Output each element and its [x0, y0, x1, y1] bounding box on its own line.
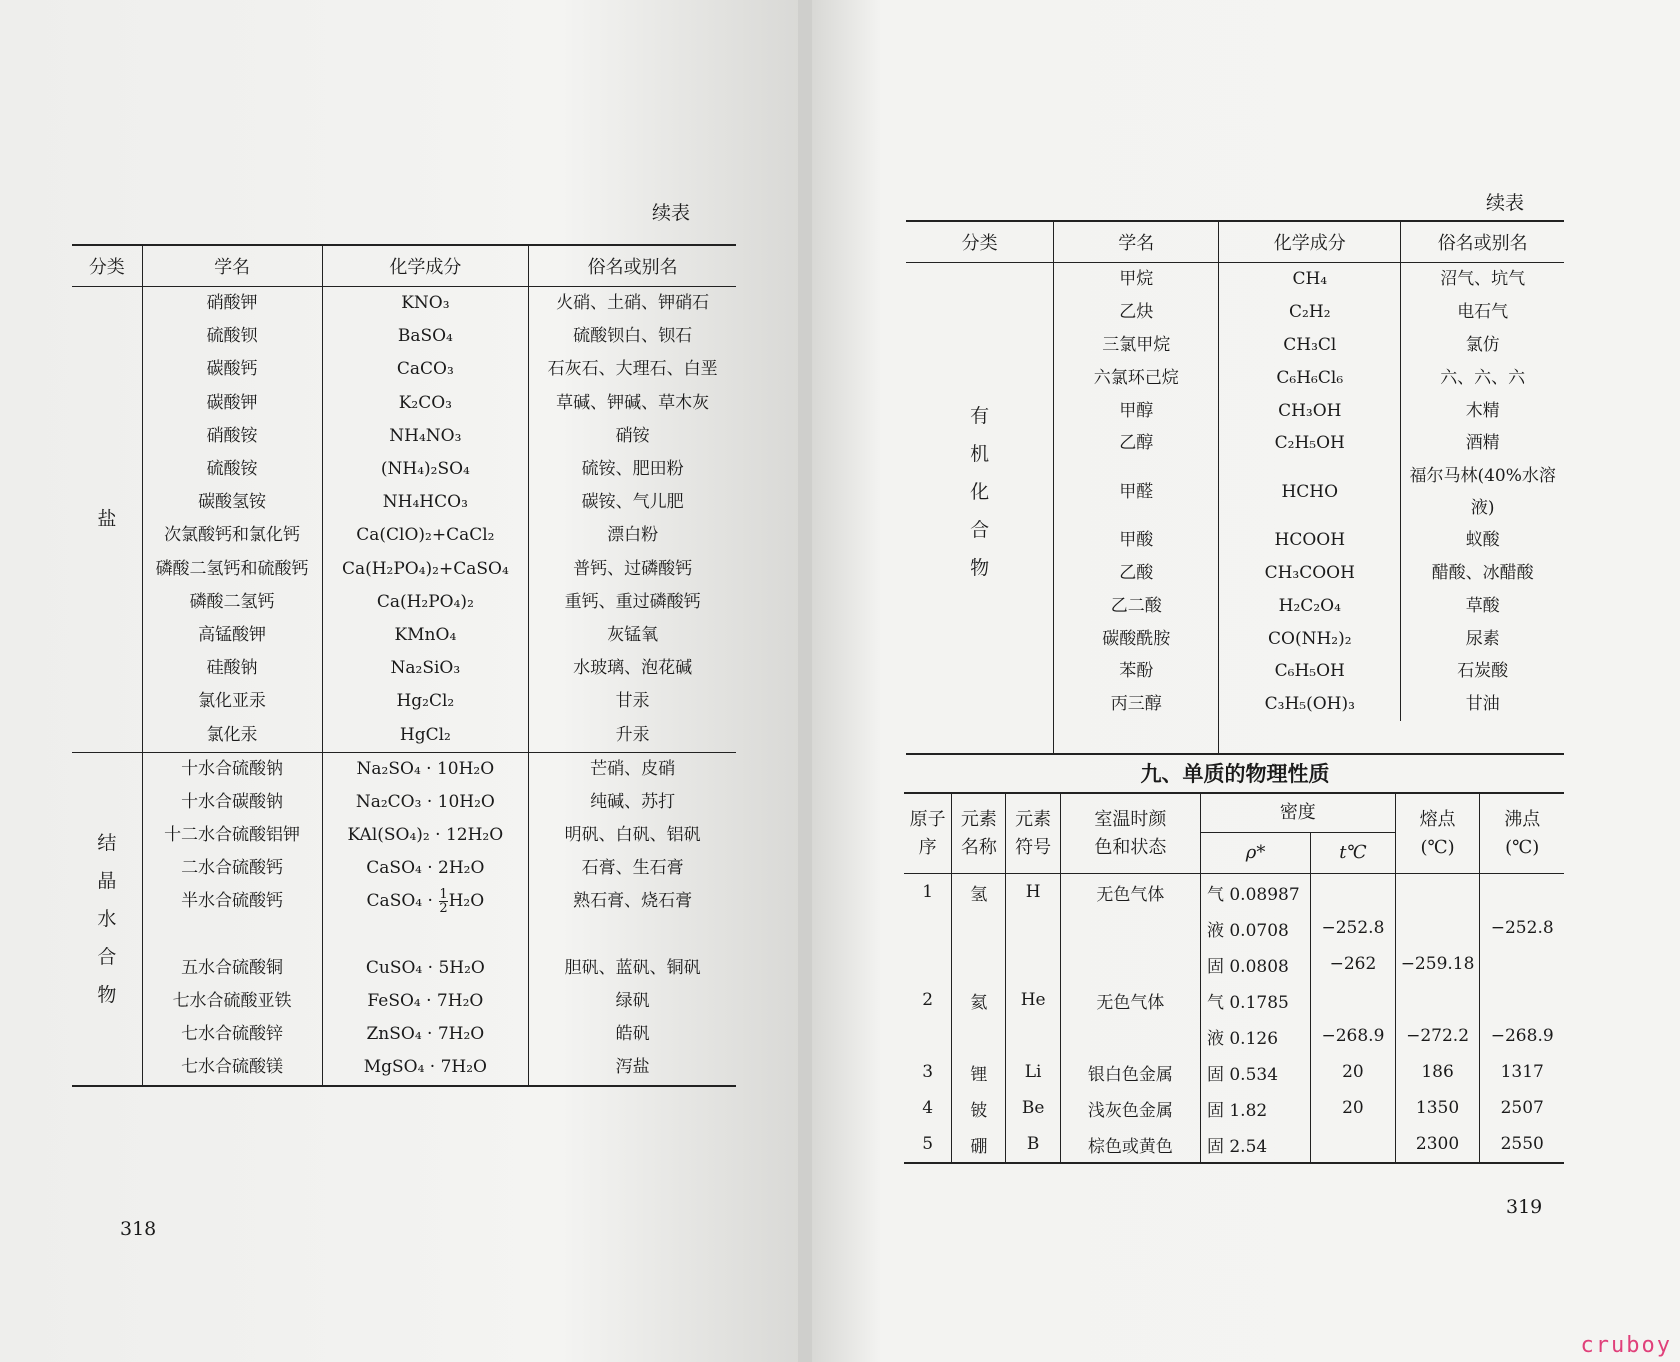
compound-formula: C₃H₅(OH)₃ — [1219, 688, 1401, 721]
element-name: 氦 — [952, 982, 1006, 1018]
compound-alias: 绿矾 — [615, 991, 650, 1012]
compound-name: 二水合硫酸钙 — [142, 852, 322, 885]
salt-rows — [72, 287, 736, 753]
table-row — [72, 718, 736, 752]
compound-alias — [529, 919, 736, 952]
col-formula: 化学成分 — [1219, 221, 1401, 263]
organic-table — [906, 220, 1564, 755]
watermark: cruboy — [1580, 1333, 1672, 1358]
left-page-number: 318 — [120, 1218, 157, 1240]
compound-alias: 纯碱、苏打 — [590, 791, 676, 812]
compound-name: 七水合硫酸锌 — [142, 1018, 322, 1051]
col-formula: 化学成分 — [322, 245, 529, 287]
compound-formula: HCOOH — [1219, 524, 1401, 557]
compound-formula: Ca(H₂PO₄)₂ — [322, 586, 529, 619]
compound-name: 碳酸氢铵 — [142, 486, 322, 519]
atomic-number: 1 — [904, 874, 952, 911]
table-row — [72, 819, 736, 852]
compound-alias: 硝铵 — [615, 425, 650, 446]
atomic-number: 3 — [904, 1054, 952, 1090]
formula-prefix: CaSO₄ · — [366, 891, 439, 912]
table-row — [72, 320, 736, 353]
boiling-point — [1480, 982, 1564, 1018]
compound-alias: 木精 — [1465, 400, 1500, 421]
element-symbol: H — [1006, 874, 1060, 911]
left-continued-label: 续表 — [652, 202, 691, 224]
element-name: 铍 — [952, 1090, 1006, 1126]
compound-formula — [322, 885, 529, 918]
col-category: 分类 — [906, 221, 1054, 263]
compound-name: 磷酸二氢钙 — [142, 586, 322, 619]
compound-name: 硝酸钾 — [142, 287, 322, 321]
density-value: 液 0.126 — [1200, 1018, 1310, 1054]
element-state — [1060, 946, 1200, 982]
compound-name: 七水合硫酸亚铁 — [142, 985, 322, 1018]
boiling-point: 2507 — [1500, 1098, 1544, 1118]
element-rows — [904, 874, 1564, 1164]
compound-formula: CH₄ — [1219, 263, 1401, 296]
table-row — [904, 1054, 1564, 1090]
compound-formula: CaSO₄ · 2H₂O — [322, 852, 529, 885]
compound-formula: FeSO₄ · 7H₂O — [322, 985, 529, 1018]
col-alias: 俗名或别名 — [1401, 221, 1564, 263]
compound-alias: 尿素 — [1465, 628, 1500, 649]
category-organic — [906, 263, 1054, 721]
compound-formula: Hg₂Cl₂ — [322, 685, 529, 718]
compound-name: 硅酸钠 — [142, 652, 322, 685]
compound-formula: BaSO₄ — [322, 320, 529, 353]
element-symbol — [1006, 910, 1060, 946]
density-value: 固 2.54 — [1200, 1126, 1310, 1163]
col-melting: 熔点 (℃) — [1395, 793, 1480, 874]
table-row — [72, 453, 736, 486]
density-temperature — [1311, 1126, 1396, 1163]
compound-formula: KNO₃ — [322, 287, 529, 321]
table-row — [904, 1018, 1564, 1054]
fraction — [439, 888, 447, 915]
compound-alias: 漂白粉 — [607, 525, 659, 546]
compound-name — [142, 919, 322, 952]
category-char: 合 — [97, 945, 117, 968]
col-rho: ρ* — [1200, 833, 1310, 874]
compound-formula: C₆H₆Cl₆ — [1219, 361, 1401, 394]
element-symbol: Li — [1006, 1054, 1060, 1090]
compound-name: 碳酸钙 — [142, 353, 322, 386]
compound-formula: HCHO — [1219, 460, 1401, 524]
compound-alias: 芒硝、皮硝 — [529, 752, 736, 786]
atomic-number — [904, 946, 952, 982]
col-boiling: 沸点 (℃) — [1480, 793, 1564, 874]
melting-point: 2300 — [1395, 1126, 1480, 1163]
compound-name: 乙二酸 — [1054, 589, 1219, 622]
table-header-row — [904, 793, 1564, 833]
compound-formula: CO(NH₂)₂ — [1219, 622, 1401, 655]
category-char: 有 — [970, 404, 990, 427]
compound-name: 硫酸铵 — [142, 453, 322, 486]
melting-point: 1350 — [1395, 1090, 1480, 1126]
compound-formula: CuSO₄ · 5H₂O — [322, 952, 529, 985]
density-temperature: −268.9 — [1311, 1018, 1396, 1054]
table-row — [72, 786, 736, 819]
compound-formula: C₂H₂ — [1219, 296, 1401, 329]
table-row — [904, 874, 1564, 911]
compound-name: 甲酸 — [1054, 524, 1219, 557]
density-value: 固 0.534 — [1200, 1054, 1310, 1090]
compound-alias: 蚁酸 — [1465, 530, 1500, 551]
compound-alias: 石灰石、大理石、白垩 — [547, 359, 718, 380]
element-state: 银白色金属 — [1060, 1054, 1200, 1090]
element-symbol: B — [1006, 1126, 1060, 1163]
density-temperature — [1311, 874, 1396, 911]
category-char: 水 — [97, 907, 117, 930]
element-name: 锂 — [952, 1054, 1006, 1090]
compound-alias: 升汞 — [615, 724, 650, 745]
table-row — [72, 287, 736, 321]
compound-formula: H₂C₂O₄ — [1219, 589, 1401, 622]
compound-formula: Na₂CO₃ · 10H₂O — [322, 786, 529, 819]
table-row — [72, 387, 736, 420]
table-row — [72, 685, 736, 718]
density-value: 液 0.0708 — [1200, 910, 1310, 946]
compound-formula: Na₂SO₄ · 10H₂O — [322, 752, 529, 786]
melting-point: −272.2 — [1395, 1018, 1480, 1054]
physical-properties-table — [904, 792, 1564, 1164]
element-name — [952, 946, 1006, 982]
category-char: 化 — [970, 480, 990, 503]
compound-alias: 石膏、生石膏 — [581, 858, 684, 879]
compound-name: 七水合硫酸镁 — [142, 1051, 322, 1085]
boiling-point: −268.9 — [1490, 1026, 1554, 1046]
melting-point — [1395, 910, 1480, 946]
element-symbol: Be — [1006, 1090, 1060, 1126]
table-row — [904, 1126, 1564, 1163]
spacer — [1054, 721, 1219, 755]
compound-name: 乙酸 — [1054, 557, 1219, 590]
density-temperature — [1311, 982, 1396, 1018]
density-temperature: 20 — [1311, 1054, 1396, 1090]
category-char: 结 — [97, 831, 117, 854]
compound-name: 碳酸钾 — [142, 387, 322, 420]
compound-alias: 草酸 — [1465, 595, 1500, 616]
compound-name: 半水合硫酸钙 — [142, 885, 322, 918]
compound-alias: 甘汞 — [615, 691, 650, 712]
category-char: 合 — [970, 518, 990, 541]
density-temperature: −252.8 — [1311, 910, 1396, 946]
compound-formula: KMnO₄ — [322, 619, 529, 652]
compound-name: 十水合硫酸钠 — [142, 752, 322, 786]
table-row — [72, 553, 736, 586]
compound-formula: NH₄NO₃ — [322, 420, 529, 453]
hydrate-rows — [72, 752, 736, 1085]
compound-alias: 重钙、重过磷酸钙 — [564, 591, 701, 612]
compound-formula: (NH₄)₂SO₄ — [322, 453, 529, 486]
compound-formula: CH₃COOH — [1219, 557, 1401, 590]
table-row — [72, 752, 736, 786]
compound-name: 十水合碳酸钠 — [142, 786, 322, 819]
compound-alias: 甘油 — [1465, 694, 1500, 715]
compound-name: 甲醛 — [1054, 460, 1219, 524]
spacer — [1219, 721, 1401, 755]
atomic-number: 2 — [904, 982, 952, 1018]
table-row — [72, 952, 736, 985]
compound-formula: MgSO₄ · 7H₂O — [322, 1051, 529, 1085]
compound-alias: 火硝、土硝、钾硝石 — [556, 293, 710, 314]
boiling-point — [1480, 874, 1564, 911]
element-symbol — [1006, 1018, 1060, 1054]
table-header-row — [72, 245, 736, 287]
table-row — [72, 885, 736, 918]
compound-alias: 六、六、六 — [1440, 367, 1526, 388]
table-row — [72, 985, 736, 1018]
compound-alias: 灰锰氧 — [607, 624, 659, 645]
compound-alias: 氯仿 — [1465, 334, 1500, 355]
density-value: 固 0.0808 — [1200, 946, 1310, 982]
compound-alias: 熟石膏、烧石膏 — [573, 891, 693, 912]
compound-name: 硫酸钡 — [142, 320, 322, 353]
category-hydrate — [72, 752, 142, 1085]
element-name — [952, 1018, 1006, 1054]
atomic-number — [904, 910, 952, 946]
table-row — [904, 946, 1564, 982]
col-name: 学名 — [142, 245, 322, 287]
table-row — [72, 652, 736, 685]
compound-formula: HgCl₂ — [322, 718, 529, 752]
col-t: t℃ — [1311, 833, 1396, 874]
table-row — [904, 982, 1564, 1018]
compound-formula: K₂CO₃ — [322, 387, 529, 420]
table-row — [904, 1090, 1564, 1126]
compound-name: 三氯甲烷 — [1054, 329, 1219, 362]
melting-point: 186 — [1395, 1054, 1480, 1090]
compound-name: 高锰酸钾 — [142, 619, 322, 652]
compound-name: 乙炔 — [1054, 296, 1219, 329]
compound-alias: 皓矾 — [615, 1024, 650, 1045]
melting-point — [1395, 982, 1480, 1018]
col-alias: 俗名或别名 — [529, 245, 736, 287]
compound-formula: CaCO₃ — [322, 353, 529, 386]
compound-alias: 泻盐 — [615, 1057, 650, 1078]
compound-name: 碳酸酰胺 — [1054, 622, 1219, 655]
category-char: 晶 — [97, 869, 117, 892]
atomic-number: 4 — [904, 1090, 952, 1126]
compound-name: 次氯酸钙和氯化钙 — [142, 519, 322, 552]
compound-name: 十二水合硫酸铝钾 — [142, 819, 322, 852]
compound-name: 五水合硫酸铜 — [142, 952, 322, 985]
compound-alias: 石炭酸 — [1457, 661, 1509, 682]
table-row — [72, 519, 736, 552]
col-state: 室温时颜 色和状态 — [1060, 793, 1200, 874]
element-state: 无色气体 — [1060, 874, 1200, 911]
col-symbol: 元素 符号 — [1006, 793, 1060, 874]
element-symbol — [1006, 946, 1060, 982]
compound-alias: 水玻璃、泡花碱 — [573, 658, 693, 679]
category-salt: 盐 — [72, 287, 142, 753]
density-value: 气 0.08987 — [1200, 874, 1310, 911]
formula-suffix: H₂O — [448, 891, 485, 912]
compound-alias: 醋酸、冰醋酸 — [1431, 562, 1534, 583]
element-state — [1060, 1018, 1200, 1054]
compound-formula: Ca(ClO)₂+CaCl₂ — [322, 519, 529, 552]
col-name: 学名 — [1054, 221, 1219, 263]
table-row — [72, 619, 736, 652]
table-header-row — [906, 221, 1564, 263]
boiling-point: 1317 — [1500, 1062, 1544, 1082]
table-spacer-row — [906, 721, 1564, 755]
compound-formula: NH₄HCO₃ — [322, 486, 529, 519]
table-row — [904, 910, 1564, 946]
boiling-point: 2550 — [1500, 1134, 1544, 1154]
compound-formula: C₆H₅OH — [1219, 655, 1401, 688]
compound-name: 甲烷 — [1054, 263, 1219, 296]
table-row — [72, 420, 736, 453]
compound-alias: 沼气、坑气 — [1440, 269, 1526, 290]
compound-name: 磷酸二氢钙和硫酸钙 — [142, 553, 322, 586]
category-char: 机 — [970, 442, 990, 465]
compound-alias: 明矾、白矾、铝矾 — [564, 825, 701, 846]
compound-name: 乙醇 — [1054, 427, 1219, 460]
col-density: 密度 — [1200, 793, 1395, 833]
compound-formula: Ca(H₂PO₄)₂+CaSO₄ — [322, 553, 529, 586]
col-element-name: 元素 名称 — [952, 793, 1006, 874]
compound-alias: 硫酸钡白、钡石 — [573, 326, 693, 347]
element-name: 硼 — [952, 1126, 1006, 1163]
density-temperature: 20 — [1311, 1090, 1396, 1126]
section-title: 九、单质的物理性质 — [1140, 761, 1330, 786]
element-state: 浅灰色金属 — [1060, 1090, 1200, 1126]
spacer — [906, 721, 1054, 755]
density-temperature: −262 — [1311, 946, 1396, 982]
compound-alias: 胆矾、蓝矾、铜矾 — [564, 957, 701, 978]
table-row — [72, 1018, 736, 1051]
compound-formula: ZnSO₄ · 7H₂O — [322, 1018, 529, 1051]
fraction-numerator: 1 — [439, 887, 448, 903]
compound-name: 氯化汞 — [142, 718, 322, 752]
compound-name: 六氯环己烷 — [1054, 361, 1219, 394]
compound-alias: 福尔马林(40%水溶液) — [1409, 465, 1556, 518]
table-row — [72, 486, 736, 519]
compound-name: 硝酸铵 — [142, 420, 322, 453]
atomic-number: 5 — [904, 1126, 952, 1163]
compound-alias: 草碱、钾碱、草木灰 — [556, 392, 710, 413]
col-category: 分类 — [72, 245, 142, 287]
element-state: 无色气体 — [1060, 982, 1200, 1018]
organic-rows — [906, 263, 1564, 755]
element-state: 棕色或黄色 — [1060, 1126, 1200, 1163]
fraction-denominator: 2 — [439, 901, 448, 917]
compound-formula: CH₃Cl — [1219, 329, 1401, 362]
compound-formula: Na₂SiO₃ — [322, 652, 529, 685]
table-row — [906, 263, 1564, 296]
table-row — [72, 586, 736, 619]
col-atomic-no: 原子 序 — [904, 793, 952, 874]
compound-alias: 酒精 — [1465, 433, 1500, 454]
element-name: 氢 — [952, 874, 1006, 911]
compound-name: 甲醇 — [1054, 394, 1219, 427]
right-continued-label: 续表 — [1486, 192, 1525, 214]
compound-formula: KAl(SO₄)₂ · 12H₂O — [322, 819, 529, 852]
compound-name: 丙三醇 — [1054, 688, 1219, 721]
table-row — [72, 1051, 736, 1085]
compound-formula — [322, 919, 529, 952]
compound-name: 苯酚 — [1054, 655, 1219, 688]
melting-point — [1395, 874, 1480, 911]
category-char: 物 — [97, 983, 117, 1006]
atomic-number — [904, 1018, 952, 1054]
melting-point: −259.18 — [1395, 946, 1480, 982]
boiling-point: −252.8 — [1490, 918, 1554, 938]
compound-alias: 电石气 — [1457, 302, 1509, 323]
compound-formula: CH₃OH — [1219, 394, 1401, 427]
compound-formula: C₂H₅OH — [1219, 427, 1401, 460]
compound-alias: 硫铵、肥田粉 — [581, 459, 684, 480]
compound-alias: 普钙、过磷酸钙 — [573, 558, 693, 579]
table-row — [72, 852, 736, 885]
density-value: 气 0.1785 — [1200, 982, 1310, 1018]
right-page-number: 319 — [1506, 1196, 1543, 1218]
category-char: 物 — [970, 556, 990, 579]
element-state — [1060, 910, 1200, 946]
table-row — [72, 919, 736, 952]
element-symbol: He — [1006, 982, 1060, 1018]
boiling-point — [1480, 946, 1564, 982]
element-name — [952, 910, 1006, 946]
salt-hydrate-table — [72, 244, 736, 1087]
compound-alias: 碳铵、气儿肥 — [581, 492, 684, 513]
compound-name: 氯化亚汞 — [142, 685, 322, 718]
table-row — [72, 353, 736, 386]
density-value: 固 1.82 — [1200, 1090, 1310, 1126]
